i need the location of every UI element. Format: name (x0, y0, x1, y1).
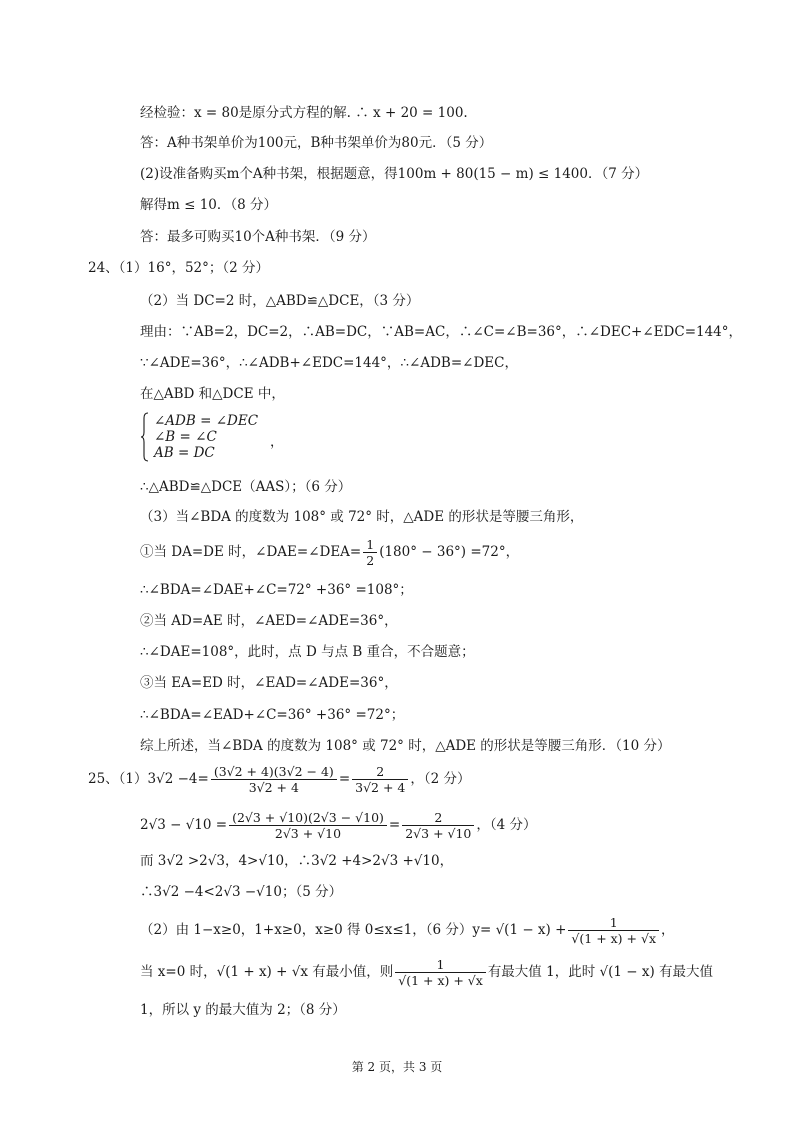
brace-icon (140, 412, 150, 462)
text-line-case-1 (140, 534, 519, 570)
fraction-denominator: 2 (363, 552, 377, 568)
fraction-denominator: 3√2 + 4 (211, 779, 337, 795)
text-line-q24-3: （3）当∠BDA 的度数为 108° 或 72° 时，△ADE 的形状是等腰三角形， (140, 509, 584, 525)
text-line-solve: 解得m ≤ 10．（8 分） (140, 197, 278, 213)
min-max-tail: 有最大值 1，此时 √(1 − x) 有最大值 (487, 964, 714, 980)
fraction-numerator: 2 (376, 764, 385, 779)
fraction-numerator: 1 (609, 915, 618, 930)
text-line-q25-2 (140, 806, 537, 844)
min-max-text: 当 x=0 时，√(1 + x) + √x 有最小值，则 (140, 964, 394, 980)
system-row-2: ∠B = ∠C (154, 429, 217, 445)
fraction-numerator: (2√3 + √10)(2√3 − √10) (232, 810, 384, 825)
fraction-expansion-2 (229, 810, 387, 841)
fraction-function (568, 915, 659, 946)
fraction-numerator: 1 (436, 957, 445, 972)
text-line-compare-result: ∴3√2 −4<2√3 −√10；（5 分） (140, 884, 343, 900)
fraction-numerator: 2 (434, 810, 443, 825)
fraction-denominator: √(1 + x) + √x (395, 972, 486, 988)
fraction-half (363, 537, 377, 568)
fraction-numerator: (3√2 + 4)(3√2 − 4) (213, 764, 334, 779)
fraction-denominator: 2√3 + √10 (402, 825, 474, 841)
page-footer: 第 2 页，共 3 页 (351, 1060, 443, 1074)
text-line-q25-part2 (140, 910, 675, 950)
fraction-numerator: 1 (366, 537, 375, 552)
text-line-q24-2: （2）当 DC=2 时，△ABD≌△DCE，（3 分） (140, 293, 420, 309)
text-line-summary: 综上所述，当∠BDA 的度数为 108° 或 72° 时，△ADE 的形状是等腰三角形．（10 分） (140, 738, 671, 754)
fraction-simplified-1 (352, 764, 408, 795)
case1-text: ①当 DA=DE 时，∠DAE=∠DEA= (140, 544, 362, 560)
q25-part2-tail: ， (661, 922, 675, 938)
text-line-because-ade: ∵∠ADE=36°，∴∠ADB+∠EDC=144°，∴∠ADB=∠DEC， (140, 355, 518, 371)
text-line-verify: 经检验：x = 80是原分式方程的解. ∴ x + 20 = 100. (140, 105, 468, 121)
text-line-min-max (140, 952, 713, 992)
q25-part2-text: （2）由 1−x≥0，1+x≥0，x≥0 得 0≤x≤1，（6 分）y= √(1 − x) + (140, 922, 567, 938)
text-line-case-2: ②当 AD=AE 时，∠AED=∠ADE=36°， (140, 613, 398, 629)
system-row-1: ∠ADB = ∠DEC (154, 413, 259, 429)
text-line-reason: 理由：∵AB=2，DC=2，∴AB=DC，∵AB=AC，∴∠C=∠B=36°，∴∠DEC+∠EDC=144°， (140, 324, 743, 340)
q25-2-tail: ，（4 分） (476, 817, 537, 833)
equals-sign: = (338, 771, 351, 787)
q25-1-text: 25、（1）3√2 −4= (88, 771, 209, 787)
text-line-q24-1: 24、（1）16°，52°；（2 分） (88, 260, 270, 276)
text-line-compare: 而 3√2 >2√3，4>√10，∴3√2 +4>2√3 +√10， (140, 853, 454, 869)
text-line-max-value: 1，所以 y 的最大值为 2；（8 分） (140, 1002, 346, 1018)
case1-tail: (180° − 36°) =72°， (379, 544, 520, 560)
text-line-case-3: ③当 EA=ED 时，∠EAD=∠ADE=36°， (140, 675, 398, 691)
system-row-3: AB = DC (154, 445, 215, 461)
fraction-expansion-1 (211, 764, 337, 795)
text-line-congruent: ∴△ABD≌△DCE（AAS）；（6 分） (140, 479, 352, 495)
fraction-simplified-2 (402, 810, 474, 841)
text-line-case-1-result: ∴∠BDA=∠DAE+∠C=72° +36° =108°； (140, 582, 413, 598)
text-line-case-3-result: ∴∠BDA=∠EAD+∠C=36° +36° =72°； (140, 707, 405, 723)
equation-system (140, 412, 300, 464)
text-line-case-2-result: ∴∠DAE=108°，此时，点 D 与点 B 重合，不合题意； (140, 644, 475, 660)
text-line-answer-1: 答：A种书架单价为100元，B种书架单价为80元．（5 分） (140, 135, 493, 151)
q25-2-text: 2√3 − √10 = (140, 817, 228, 833)
q25-1-tail: ，（2 分） (410, 771, 471, 787)
fraction-reciprocal (395, 957, 486, 988)
fraction-denominator: √(1 + x) + √x (568, 930, 659, 946)
text-line-q25-1 (88, 760, 471, 798)
text-line-in-triangles: 在△ABD 和△DCE 中， (140, 386, 285, 402)
text-line-answer-2: 答：最多可购买10个A种书架．（9 分） (140, 229, 376, 245)
text-line-part2-setup: (2)设准备购买m个A种书架，根据题意，得100m + 80(15 − m) ≤ 1400．（7 分） (140, 166, 649, 182)
equals-sign: = (388, 817, 401, 833)
system-comma: ， (270, 434, 284, 450)
fraction-denominator: 3√2 + 4 (352, 779, 408, 795)
fraction-denominator: 2√3 + √10 (229, 825, 387, 841)
